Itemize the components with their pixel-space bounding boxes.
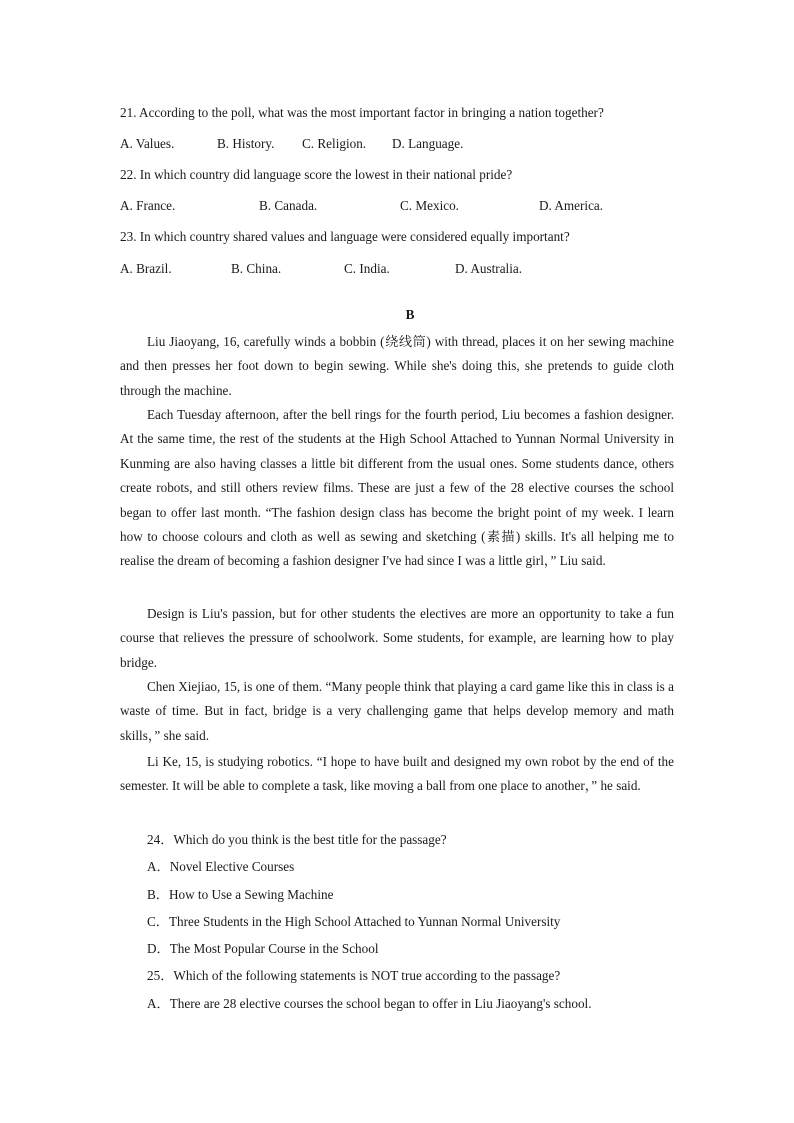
q25-option-a: A．There are 28 elective courses the school began to offer in Liu Jiaoyang's school. [147, 996, 592, 1011]
question-25-stem: 25．Which of the following statements is NOT true according to the passage? [147, 968, 561, 983]
q22-option-d: D. America. [539, 198, 604, 213]
q24-option-a: A．Novel Elective Courses [147, 859, 295, 874]
q21-option-a: A. Values. [120, 136, 175, 151]
q21-option-d: D. Language. [392, 136, 464, 151]
q24-option-b: B．How to Use a Sewing Machine [147, 887, 334, 902]
section-b-title: B [405, 307, 415, 322]
passage-paragraph-2: Each Tuesday afternoon, after the bell rings for the fourth period, Liu becomes a fashion designer. At the same time, the rest of the students at the High School Attached to Yunnan Normal University in Kunming are also having classes a little bit different from the usual ones. Some students dance, others create robots, and still others review films. These are just a few of the 28 elective courses the school began to offer last month. “The fashion design class has become the bright point of my week. I learn how to choose colours and cloth as well as sewing and sketching (素描) skills. It's all helping me to realise the dream of becoming a fashion designer I've had since I was a little girl，” Liu said. [120, 407, 674, 569]
q24-option-c: C．Three Students in the High School Attached to Yunnan Normal University [147, 914, 561, 929]
passage-paragraph-4: Chen Xiejiao, 15, is one of them. “Many people think that playing a card game like this in class is a waste of time. But in fact, bridge is a very challenging game that helps develop memory and math skills，” she said. [120, 679, 674, 743]
q23-option-b: B. China. [231, 261, 282, 276]
q23-option-d: D. Australia. [455, 261, 523, 276]
passage-paragraph-1: Liu Jiaoyang, 16, carefully winds a bobbin (绕线筒) with thread, places it on her sewing machine and then presses her foot down to begin sewing. While she's doing this, she pretends to guide cloth through the machine. [120, 334, 674, 398]
passage-paragraph-3: Design is Liu's passion, but for other students the electives are more an opportunity to take a fun course that relieves the pressure of schoolwork. Some students, for example, are learning how to play bridge. [120, 606, 674, 670]
question-23-stem: 23. In which country shared values and language were considered equally important? [120, 229, 570, 244]
q23-option-a: A. Brazil. [120, 261, 172, 276]
question-21-stem: 21. According to the poll, what was the most important factor in bringing a nation together? [120, 105, 604, 120]
q22-option-b: B. Canada. [259, 198, 318, 213]
q22-option-a: A. France. [120, 198, 176, 213]
question-24-stem: 24．Which do you think is the best title for the passage? [147, 832, 447, 847]
q22-option-c: C. Mexico. [400, 198, 459, 213]
question-22-stem: 22. In which country did language score the lowest in their national pride? [120, 167, 513, 182]
q24-option-d: D．The Most Popular Course in the School [147, 941, 379, 956]
q21-option-c: C. Religion. [302, 136, 367, 151]
q23-option-c: C. India. [344, 261, 390, 276]
passage-paragraph-5: Li Ke, 15, is studying robotics. “I hope to have built and designed my own robot by the end of the semester. It will be able to complete a task, like moving a ball from one place to another，” he said. [120, 754, 674, 794]
q21-option-b: B. History. [217, 136, 275, 151]
